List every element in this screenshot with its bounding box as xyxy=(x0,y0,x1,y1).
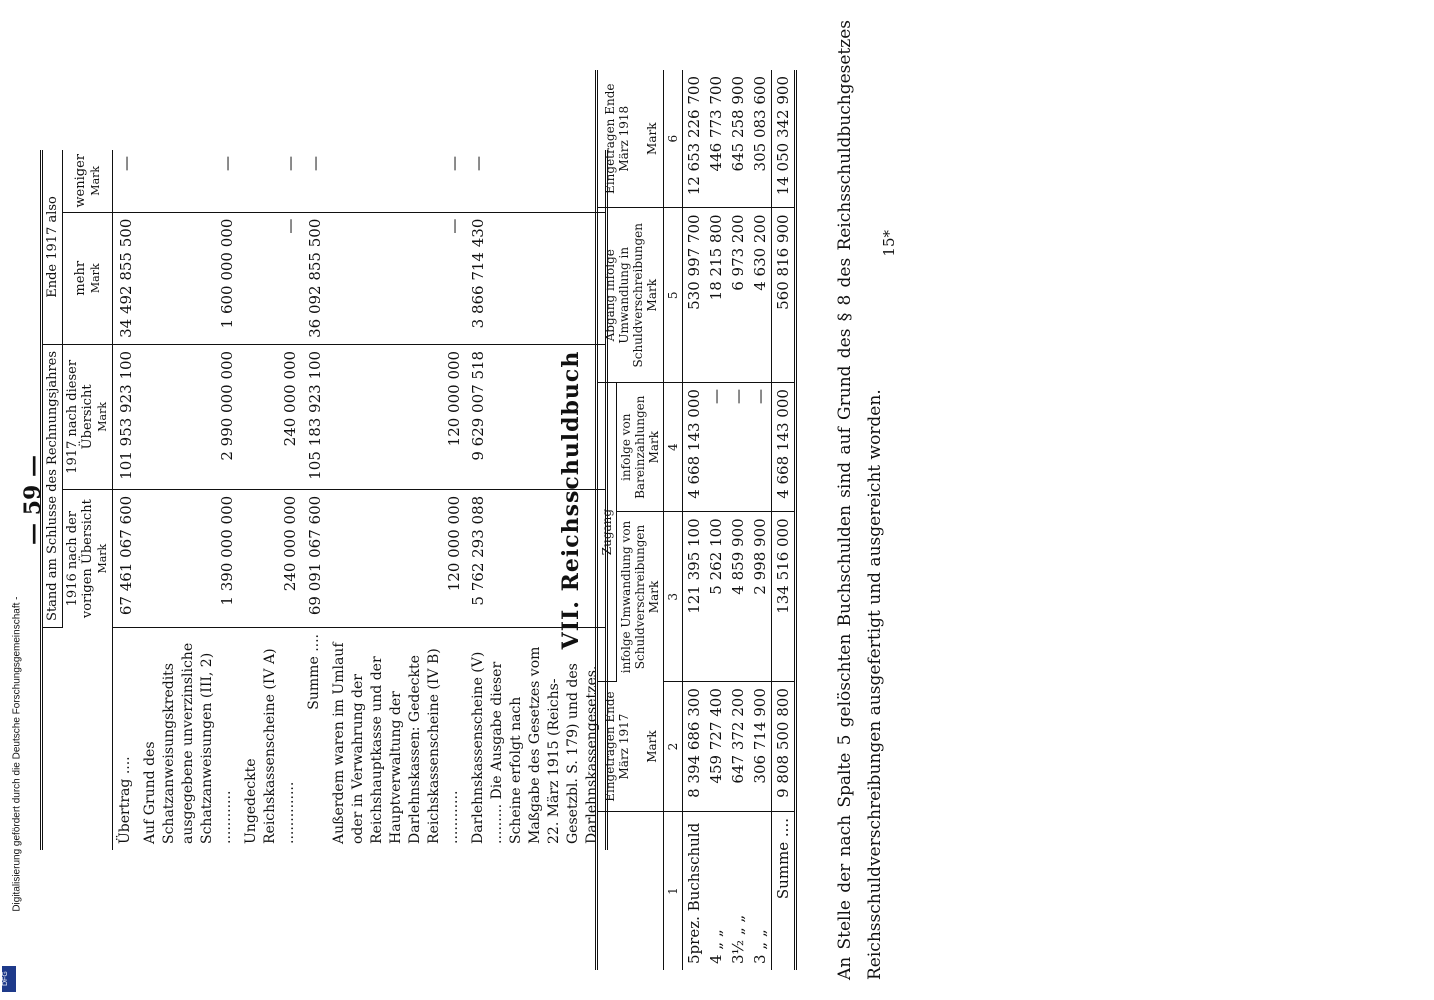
zugang-header: Zugang xyxy=(597,383,617,682)
debt-summary-table xyxy=(40,150,608,850)
credit-text: Digitalisierung gefördert durch die Deutsche Forschungsgemeinschaft - xyxy=(11,596,23,912)
table-header-row xyxy=(597,70,617,970)
status-group-header: Stand am Schlusse des Rechnungsjahres xyxy=(42,344,63,627)
col-mehr-header: mehr Mark xyxy=(63,212,113,344)
label-header xyxy=(597,812,664,971)
page-number: — 59 — xyxy=(20,455,46,545)
table-row: 3 „ „ 306 714 900 2 998 900 — 4 630 200 305 083 600 xyxy=(749,70,772,970)
umwandlung-header: infolge Umwandlung von Schuldverschreibungen Mark xyxy=(617,512,664,682)
table-row: Übertrag .... 67 461 067 600 101 953 923 100 34 492 855 500 — xyxy=(113,150,139,850)
table-row-sum: Summe .... 9 808 500 800 134 516 000 4 668 143 000 560 816 900 14 050 342 900 xyxy=(772,70,796,970)
table-header-row xyxy=(42,150,63,850)
table-row-sum: Summe .... 69 091 067 600 105 183 923 100 36 092 855 500 — xyxy=(302,150,327,850)
footnote-paragraph: An Stelle der nach Spalte 5 gelöschten Buchschulden sind auf Grund des § 8 des Reichsschuldbuchgesetzes Reichsschuldverschreibungen ausgefertigt und ausgereicht worden. xyxy=(835,20,885,980)
col-1917-header: Eingetragen Ende März 1917 Mark xyxy=(597,682,664,812)
rotated-document-page xyxy=(20,0,1300,1000)
signature-mark: 15* xyxy=(880,230,898,257)
table-row: Außerdem waren im Umlauf oder in Verwahrung der Reichshauptkasse und der Hauptverwaltung der Darlehnskassen: Gedeckte Reichskassenscheine (IV B) ............ 120 000 000 120 000 000 — — xyxy=(327,150,466,850)
col-1918-header: Eingetragen Ende März 1918 Mark xyxy=(597,70,664,208)
col-1916-header: 1916 nach der vorigen Übersicht Mark xyxy=(63,489,113,627)
column-number-row: 1 2 3 4 5 6 xyxy=(664,70,683,970)
section-title: VII. Reichsschuldbuch xyxy=(558,350,584,650)
bareinzahlung-header: infolge von Bareinzahlungen Mark xyxy=(617,383,664,512)
label-header xyxy=(42,628,113,851)
abgang-header: Abgang infolge Umwandlung in Schuldverschreibungen Mark xyxy=(597,208,664,383)
table-row: Auf Grund des Schatzanweisungskredits ausgegebene unverzinsliche Schatzanweisungen (III, 2) ............ 1 390 000 000 2 990 000 000 1 600 000 000 — xyxy=(138,150,239,850)
table-row: Ungedeckte Reichskassenscheine (IV A) .............. 240 000 000 240 000 000 — — xyxy=(239,150,302,850)
debt-register-table xyxy=(595,70,797,970)
col-1917-header: 1917 nach dieser Übersicht Mark xyxy=(63,344,113,489)
table-row: 4 „ „ 459 727 400 5 262 100 — 18 215 800 446 773 700 xyxy=(705,70,727,970)
table-row: 3½ „ „ 647 372 200 4 859 900 — 6 973 200 645 258 900 xyxy=(727,70,749,970)
digitization-credit xyxy=(2,596,23,996)
col-weniger-header: weniger Mark xyxy=(63,150,113,212)
table-row: 5prez. Buchschuld 8 394 686 300 121 395 100 4 668 143 000 530 997 700 12 653 226 700 xyxy=(683,70,706,970)
table-row: Darlehnskassenscheine (V) ......... Die Ausgabe dieser Scheine erfolgt nach Maßgabe des Gesetzes vom 22. März 1915 (Reichs-Gesetzbl. S. 179) und des Darlehnskassengesetzes. 5 762 293 088 9 629 007 518 3 866 714 430 — xyxy=(466,150,607,850)
dfg-logo: DFG xyxy=(2,966,16,992)
change-group-header: Ende 1917 also xyxy=(42,150,63,344)
